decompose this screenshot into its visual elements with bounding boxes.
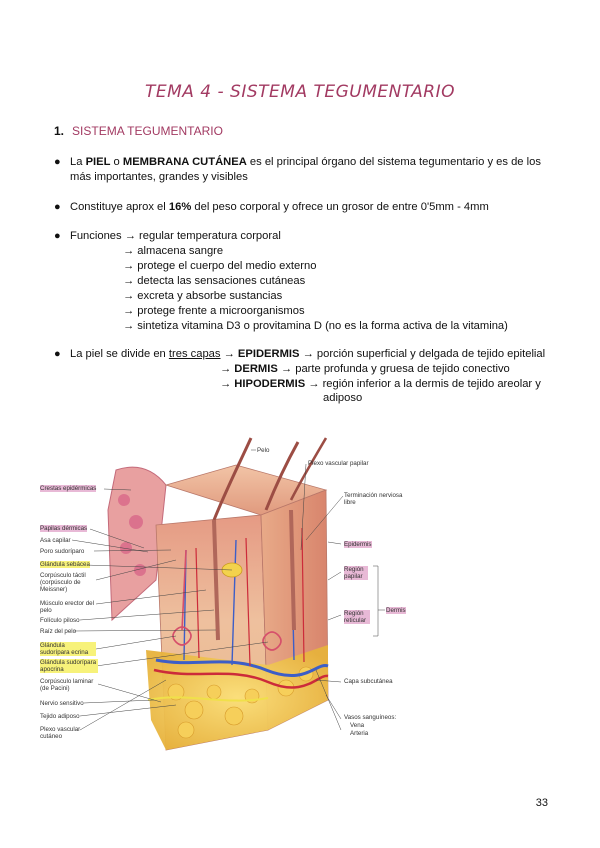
label-nervio-sensitivo: Nervio sensitivo [40, 700, 84, 707]
label-glandula-apocrina: Glándula sudorípara apocrina [40, 659, 97, 673]
keyword-dermis: DERMIS [234, 363, 278, 375]
label-papilas-dermicas: Papilas dérmicas [40, 525, 88, 532]
underlined-tres-capas: tres capas [168, 348, 221, 360]
label-musculo-erector: Músculo erector del pelo [40, 600, 94, 614]
text-run: → porción superficial y delgada de tejido epitelial [299, 348, 546, 360]
text-run: La piel se divide en [70, 348, 169, 360]
label-glandula-sebacea: Glándula sebácea [40, 561, 90, 568]
keyword-membrana: MEMBRANA CUTÁNEA [122, 156, 247, 168]
arrow: → [220, 348, 238, 360]
funcion-item: → excreta y absorbe sustancias [123, 290, 283, 302]
label-dermis: Dermis [386, 607, 406, 614]
label-arteria: Arteria [350, 730, 369, 737]
text-run: → parte profunda y gruesa de tejido conectivo [277, 363, 510, 375]
funcion-item: → protege el cuerpo del medio externo [123, 260, 317, 272]
page-number: 33 [535, 797, 548, 809]
label-pelo: Pelo [257, 447, 270, 454]
label-plexo-cutaneo: Plexo vascular cutáneo [40, 726, 81, 740]
capa-hipodermis [220, 377, 541, 392]
arrow: → [220, 378, 235, 390]
text-run: La [70, 156, 86, 168]
label-foliculo-piloso: Folículo piloso [40, 617, 80, 624]
arrow: → [220, 363, 235, 375]
label-vasos-sanguineos: Vasos sanguíneos: [344, 714, 397, 721]
bullet-funciones [54, 229, 554, 245]
funcion-item: → sintetiza vitamina D3 o provitamina D (no es la forma activa de la vitamina) [123, 320, 508, 332]
label-crestas-epidermicas: Crestas epidérmicas [40, 485, 97, 492]
section-number: 1. [54, 124, 65, 138]
capa-hipodermis-cont: adiposo [323, 392, 363, 404]
label-glandula-ecrina: Glándula sudorípara ecrina [40, 642, 96, 656]
text-run: del peso corporal y ofrece un grosor de entre 0'5mm - 4mm [191, 201, 489, 213]
label-poro-sudoriparo: Poro sudoríparo [40, 548, 85, 555]
label-plexo-papilar: Plexo vascular papilar [308, 460, 369, 467]
bullet-dot: ● [54, 348, 61, 360]
label-region-papilar: Región papilar [344, 566, 368, 580]
skin-diagram [36, 430, 576, 760]
skin-illustration [36, 430, 576, 760]
text-run: → región inferior a la dermis de tejido areolar y [305, 378, 541, 390]
keyword-piel: PIEL [85, 156, 111, 168]
label-corpusculo-tactil: Corpúsculo táctil (corpúsculo de Meissner) [40, 572, 86, 593]
section-label: SISTEMA TEGUMENTARIO [72, 124, 223, 138]
bullet-text [70, 155, 554, 185]
bullet-text [70, 200, 554, 215]
funcion-item: → protege frente a microorganismos [123, 305, 305, 317]
funcion-item: → almacena sangre [123, 245, 224, 257]
section-heading [54, 124, 223, 138]
bullet-text [70, 347, 554, 362]
bullet-dot: ● [54, 230, 61, 242]
bullet-text: Funciones → regular temperatura corporal [70, 230, 281, 242]
label-tejido-adiposo: Tejido adiposo [40, 713, 80, 720]
label-capa-subcutanea: Capa subcutánea [344, 678, 393, 685]
bullet-dot: ● [54, 156, 61, 168]
label-region-reticular: Región reticular [344, 610, 370, 624]
text-run: es el principal órgano del sistema tegumentario y es de los más importantes, grandes y visibles [70, 156, 541, 183]
label-epidermis: Epidermis [344, 541, 372, 548]
text-run: Constituye aprox el [70, 201, 169, 213]
capa-dermis [220, 362, 510, 377]
label-corpusculo-laminar: Corpúsculo laminar (de Pacini) [40, 678, 94, 692]
label-terminacion-nerviosa: Terminación nerviosa libre [344, 492, 403, 506]
label-vena: Vena [350, 722, 365, 729]
funcion-item: → detecta las sensaciones cutáneas [123, 275, 306, 287]
bullet-dot: ● [54, 201, 61, 213]
keyword-epidermis: EPIDERMIS [237, 348, 300, 360]
page-title: TEMA 4 - SISTEMA TEGUMENTARIO [144, 82, 456, 102]
label-asa-capilar: Asa capilar [40, 537, 71, 544]
keyword-porcentaje: 16% [168, 201, 192, 213]
bullet-capas [54, 347, 554, 363]
keyword-hipodermis: HIPODERMIS [234, 378, 306, 390]
bullet-piel [54, 155, 554, 187]
label-raiz-pelo: Raíz del pelo [40, 628, 77, 635]
bullet-peso [54, 200, 554, 216]
text-run: o [110, 156, 123, 168]
